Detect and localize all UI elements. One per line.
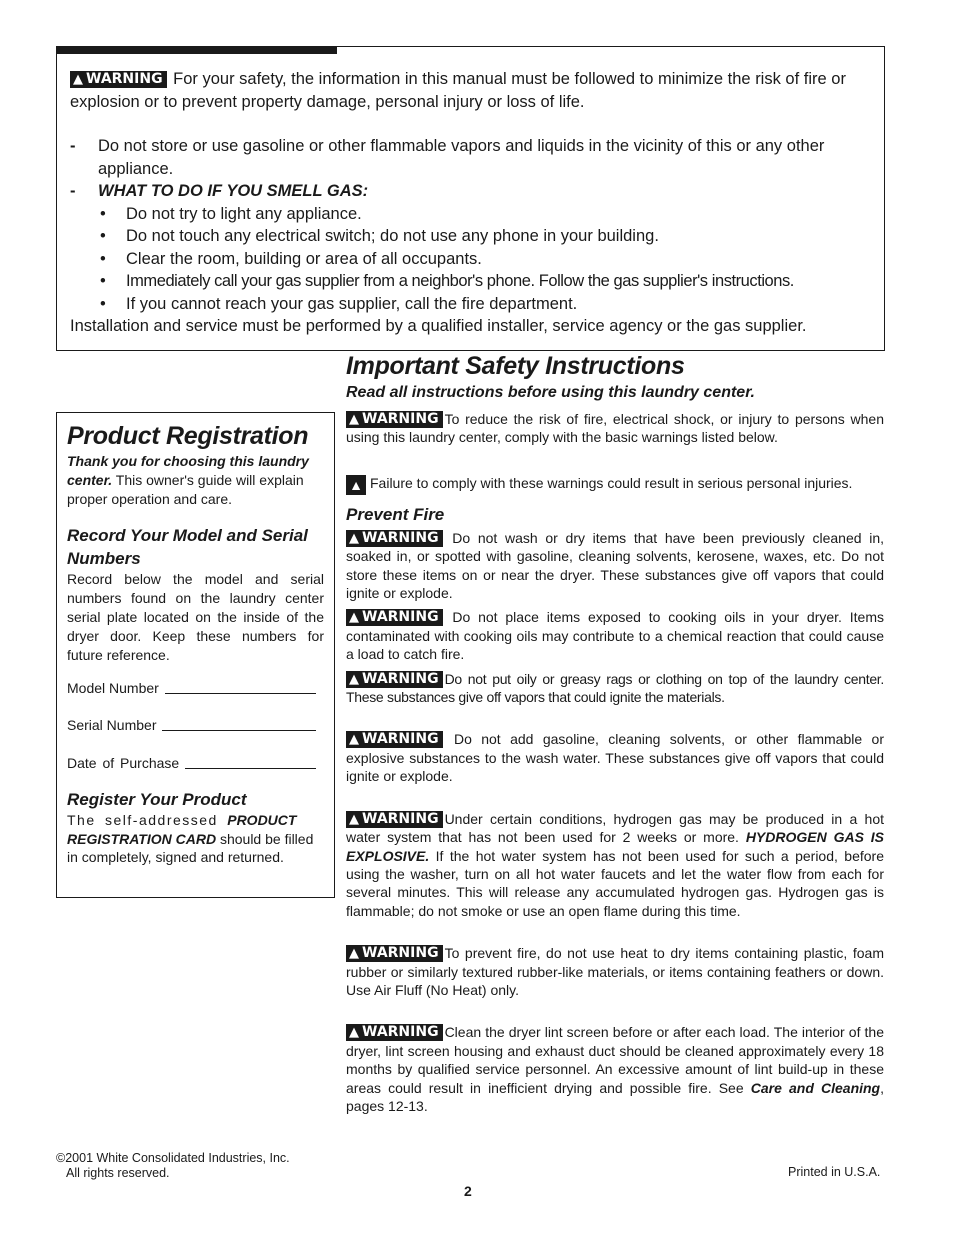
safety-subtitle: Read all instructions before using this laundry center. [346,384,755,401]
warning-triangle-icon: ▲ [349,811,359,827]
warning-item: ▲ WARNING Do not place items exposed to cooking oils in your dryer. Items contaminated with cooking oils may contribute to a chemical reaction that could cause a load to catch fire. [346,609,884,663]
warning-item: ▲ WARNING Do not add gasoline, cleaning solvents, or other flammable or explosive substances to the wash water. These substances give off vapors that could ignite or explode. [346,731,884,785]
bullet-item: • Immediately call your gas supplier from a neighbor's phone. Follow the gas supplier's instructions. [100,272,794,290]
warning-badge: ▲ WARNING [70,71,167,88]
bullet-item: • Clear the room, building or area of all occupants. [100,249,482,268]
warning-triangle-icon: ▲ [349,412,359,427]
page-number: 2 [464,1183,472,1199]
serial-number-line[interactable] [162,729,316,731]
warning-intro: ▲ WARNING To reduce the risk of fire, electrical shock, or injury to persons when using this laundry center, comply with the basic warnings listed below. [346,411,884,446]
warning-item: ▲ WARNING Clean the dryer lint screen before or after each load. The interior of the dryer, lint screen housing and exhaust duct should be cleaned approximately every 18 months by qualified service personnel. An excessive amount of lint build-up in these areas could result in inefficient drying and possible fire. See Care and Cleaning, pages 12-13. [346,1024,885,1114]
safety-title: Important Safety Instructions [346,352,685,380]
model-number-field[interactable]: Model Number [67,679,324,698]
warning-triangle-icon: ▲ [349,530,359,546]
bullet-item: • Do not touch any electrical switch; do not use any phone in your building. [100,227,659,245]
copyright: ©2001 White Consolidated Industries, Inc. All rights reserved. [56,1151,290,1180]
warning-badge: ▲ WARNING [346,530,443,547]
warning-item: ▲ WARNING Under certain conditions, hydrogen gas may be produced in a hot water system that has not been used for 2 weeks or more. HYDROGEN GAS IS EXPLOSIVE. If the hot water system has not been used for such a period, before using the washer, turn on all hot water faucets and let the water flow from each for several minutes. This will release any accumulated hydrogen gas. Hydrogen gas is flammable; do not smoke or use an open flame during this time. [346,810,884,919]
warning-badge: ▲ WARNING [346,671,443,688]
bullet-item: • Do not try to light any appliance. [100,204,362,223]
failure-note: ▲ Failure to comply with these warnings could result in serious personal injuries. [346,474,884,495]
printed-in: Printed in U.S.A. [788,1165,881,1179]
register-heading: Register Your Product [67,789,247,809]
dash-item-gas: - WHAT TO DO IF YOU SMELL GAS: [70,182,369,200]
prevent-fire-heading: Prevent Fire [346,504,445,524]
warning-badge: ▲ WARNING [346,731,443,748]
date-of-purchase-field[interactable]: Date of Purchase [67,754,324,773]
thanks-text: Thank you for choosing this laundry center. This owner's guide will explain proper operation and care. [67,453,309,507]
date-of-purchase-line[interactable] [185,767,316,769]
safety-instructions [346,350,884,1115]
warning-item: ▲ WARNING To prevent fire, do not use heat to dry items containing plastic, foam rubber or similarly textured rubber-like materials, or items containing feathers or down. Use Air Fluff (No Heat) only. [346,945,884,998]
model-number-line[interactable] [165,692,316,694]
intro-text: For your safety, the information in this manual must be followed to minimize the risk of fire or explosion or to prevent property damage, personal injury or loss of life. [70,70,846,111]
bullet-item: • If you cannot reach your gas supplier, call the fire department. [100,294,578,313]
warning-badge: ▲ WARNING [346,1024,443,1041]
top-warning-bar [56,46,337,54]
warning-item: ▲ WARNING Do not wash or dry items that have been previously cleaned in, soaked in, or spotted with gasoline, cleaning solvents, kerosene, waxes, etc. Do not store these items on or near the dryer. These substances give off vapors that could ignite or explode. [346,529,884,602]
product-registration [67,420,324,867]
warning-badge: ▲ WARNING [346,609,443,626]
warning-triangle-icon: ▲ [346,475,366,495]
serial-number-field[interactable]: Serial Number [67,716,324,735]
registration-title: Product Registration [67,422,309,450]
warning-badge: ▲ WARNING [346,811,443,828]
warning-triangle-icon: ▲ [349,671,359,687]
warning-triangle-icon: ▲ [349,732,359,748]
top-warning-intro [70,68,872,113]
warning-triangle-icon: ▲ [349,1025,359,1041]
record-heading: Record Your Model and Serial Numbers [67,526,308,569]
warning-triangle-icon: ▲ [73,72,83,87]
warning-item: ▲ WARNING Do not put oily or greasy rags or clothing on top of the laundry center. These substances give off vapors that could ignite the materials. [346,670,884,706]
warning-badge: ▲ WARNING [346,411,443,428]
register-text: The self-addressed PRODUCT REGISTRATION CARD should be filled in completely, signed and returned. [67,811,314,866]
warning-triangle-icon: ▲ [349,610,359,626]
warning-triangle-icon: ▲ [349,946,359,962]
record-text: Record below the model and serial numbers found on the laundry center serial plate located on the inside of the dryer door. Keep these numbers for future reference. [67,571,324,663]
dash-item: - Do not store or use gasoline or other flammable vapors and liquids in the vicinity of this or any other appliance. [70,137,825,178]
top-warning-content [70,68,872,338]
closing-text: Installation and service must be performed by a qualified installer, service agency or the gas supplier. [70,317,807,335]
warning-badge: ▲ WARNING [346,945,443,962]
